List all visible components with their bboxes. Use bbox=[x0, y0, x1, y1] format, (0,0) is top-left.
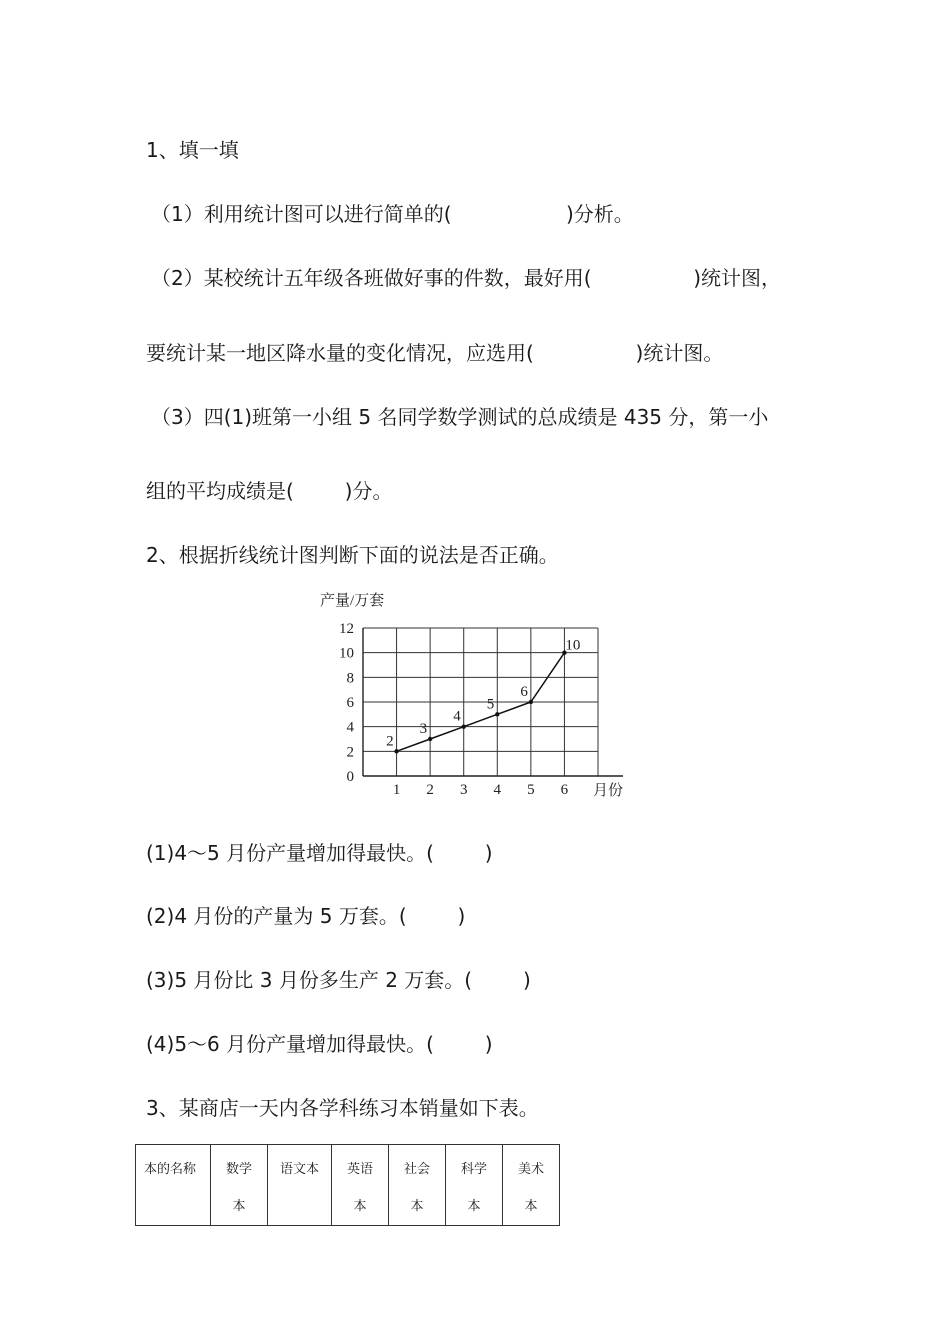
table-cell: 美术 本 bbox=[503, 1145, 560, 1226]
y-tick-label: 12 bbox=[339, 621, 354, 637]
question-1-part-3: （3）四(1)班第一小组 5 名同学数学测试的总成绩是 435 分，第一小 bbox=[151, 405, 769, 429]
y-tick-label: 0 bbox=[346, 769, 354, 785]
data-label: 5 bbox=[486, 696, 495, 713]
x-tick-label: 5 bbox=[527, 782, 535, 798]
x-tick-label: 6 bbox=[560, 782, 569, 798]
table-cell: 科学 本 bbox=[446, 1145, 503, 1226]
statement-1: (1)4～5 月份产量增加得最快。( ) bbox=[146, 841, 493, 865]
table-cell: 英语 本 bbox=[332, 1145, 389, 1226]
question-1-part-2: （2）某校统计五年级各班做好事的件数，最好用( )统计图， bbox=[151, 266, 782, 290]
table-cell: 语文本 bbox=[268, 1145, 332, 1226]
question-1-title: 1、填一填 bbox=[146, 138, 239, 162]
table-cell: 本的名称 bbox=[136, 1145, 211, 1226]
y-tick-label: 2 bbox=[346, 744, 354, 761]
data-point bbox=[529, 700, 533, 704]
question-2-title: 2、根据折线统计图判断下面的说法是否正确。 bbox=[146, 543, 559, 567]
table-cell: 社会 本 bbox=[389, 1145, 446, 1226]
y-tick-label: 10 bbox=[339, 645, 354, 662]
data-point bbox=[462, 724, 466, 728]
data-label: 4 bbox=[453, 708, 461, 725]
data-point bbox=[495, 712, 499, 716]
data-point bbox=[394, 749, 398, 753]
production-line-chart bbox=[310, 585, 640, 810]
data-label: 3 bbox=[419, 721, 428, 737]
table-cell: 数学 本 bbox=[211, 1145, 268, 1226]
statement-4: (4)5～6 月份产量增加得最快。( ) bbox=[146, 1032, 493, 1056]
statement-2: (2)4 月份的产量为 5 万套。( ) bbox=[146, 904, 466, 928]
question-3-title: 3、某商店一天内各学科练习本销量如下表。 bbox=[146, 1096, 539, 1120]
question-1-part-3-cont: 组的平均成绩是( )分。 bbox=[146, 479, 393, 503]
question-1-part-1: （1）利用统计图可以进行简单的( )分析。 bbox=[151, 202, 634, 226]
y-tick-label: 4 bbox=[346, 719, 354, 736]
x-axis-label: 月份 bbox=[593, 783, 624, 799]
y-tick-label: 8 bbox=[346, 670, 354, 687]
x-tick-label: 1 bbox=[392, 782, 401, 798]
x-tick-label: 4 bbox=[493, 782, 502, 798]
statement-3: (3)5 月份比 3 月份多生产 2 万套。( ) bbox=[146, 968, 531, 992]
data-label: 10 bbox=[565, 637, 581, 654]
sales-table bbox=[135, 1144, 560, 1226]
y-tick-label: 6 bbox=[346, 695, 354, 711]
question-1-part-2-cont: 要统计某一地区降水量的变化情况，应选用( )统计图。 bbox=[146, 341, 724, 365]
y-axis-label: 产量/万套 bbox=[320, 593, 385, 609]
data-label: 6 bbox=[520, 684, 528, 700]
data-label: 2 bbox=[386, 733, 394, 750]
data-point bbox=[428, 737, 432, 741]
x-tick-label: 3 bbox=[459, 782, 468, 798]
x-tick-label: 2 bbox=[426, 782, 434, 798]
table-row bbox=[136, 1145, 560, 1226]
